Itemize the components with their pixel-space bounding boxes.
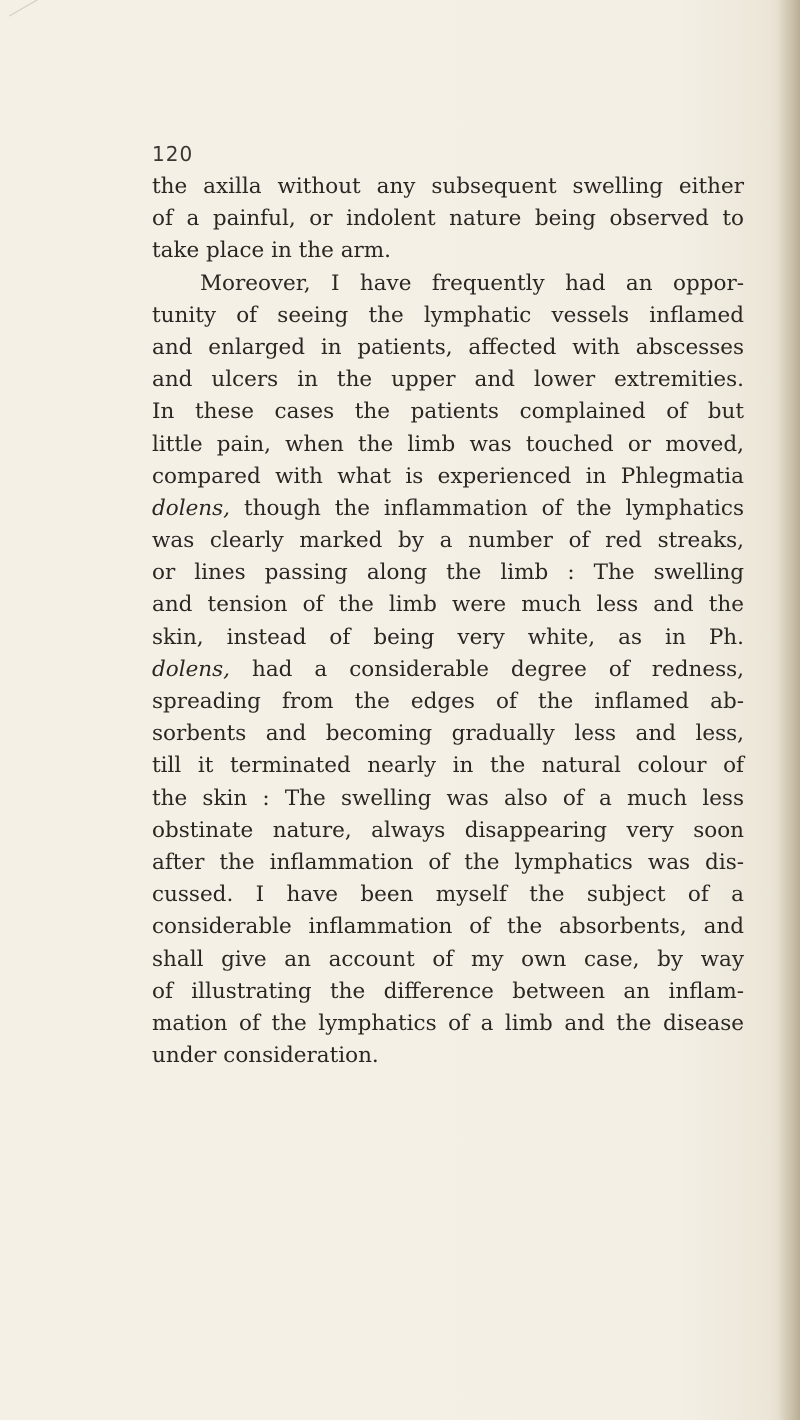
- italic-term: dolens,: [152, 656, 231, 682]
- page-edge-shadow: [778, 0, 800, 1420]
- text-line: mation of the lymphatics of a limb and the disease: [152, 1010, 744, 1036]
- text-line: sorbents and becoming gradually less and less,: [152, 721, 744, 747]
- text-line: and tension of the limb were much less and the: [152, 592, 744, 618]
- text-line: of illustrating the difference between an inflam-: [152, 978, 744, 1004]
- text-line: [152, 654, 744, 686]
- text-line: was clearly marked by a number of red streaks,: [152, 528, 744, 554]
- text-line: spreading from the edges of the inflamed ab-: [152, 689, 744, 714]
- text-line: till it terminated nearly in the natural colour of: [152, 753, 744, 779]
- text-line: Moreover, I have frequently had an oppor-: [200, 270, 744, 296]
- page-number: 120: [152, 142, 194, 166]
- body-text: [152, 171, 744, 1072]
- text-line: the skin : The swelling was also of a much less: [152, 785, 744, 811]
- text-line: take place in the arm.: [152, 238, 392, 264]
- text-line: or lines passing along the limb : The swelling: [152, 560, 744, 586]
- text-line: skin, instead of being very white, as in Ph.: [152, 624, 744, 650]
- italic-term: dolens,: [152, 495, 231, 521]
- text-line: [152, 493, 744, 525]
- text-line: after the inflammation of the lymphatics was dis-: [152, 849, 744, 875]
- text-line: cussed. I have been myself the subject of a: [152, 882, 744, 908]
- text-line: under consideration.: [152, 1043, 379, 1069]
- text-line: and enlarged in patients, affected with abscesses: [152, 334, 744, 360]
- page-corner-mark: [0, 0, 44, 16]
- text-line: of a painful, or indolent nature being observed to: [152, 206, 744, 232]
- text-line: and ulcers in the upper and lower extremities.: [152, 367, 744, 393]
- text-line: compared with what is experienced in Phlegmatia: [152, 463, 744, 489]
- text-line: In these cases the patients complained of but: [152, 399, 744, 425]
- text-line: obstinate nature, always disappearing very soon: [152, 817, 744, 843]
- text-run: had a considerable degree of redness,: [230, 656, 744, 682]
- text-line: the axilla without any subsequent swelling either: [152, 174, 744, 199]
- text-line: tunity of seeing the lymphatic vessels inflamed: [152, 302, 744, 328]
- text-line: considerable inflammation of the absorbents, and: [152, 914, 744, 940]
- text-line: little pain, when the limb was touched or moved,: [152, 431, 744, 457]
- text-line: shall give an account of my own case, by way: [152, 946, 744, 972]
- text-run: though the inflammation of the lymphatics: [230, 495, 744, 521]
